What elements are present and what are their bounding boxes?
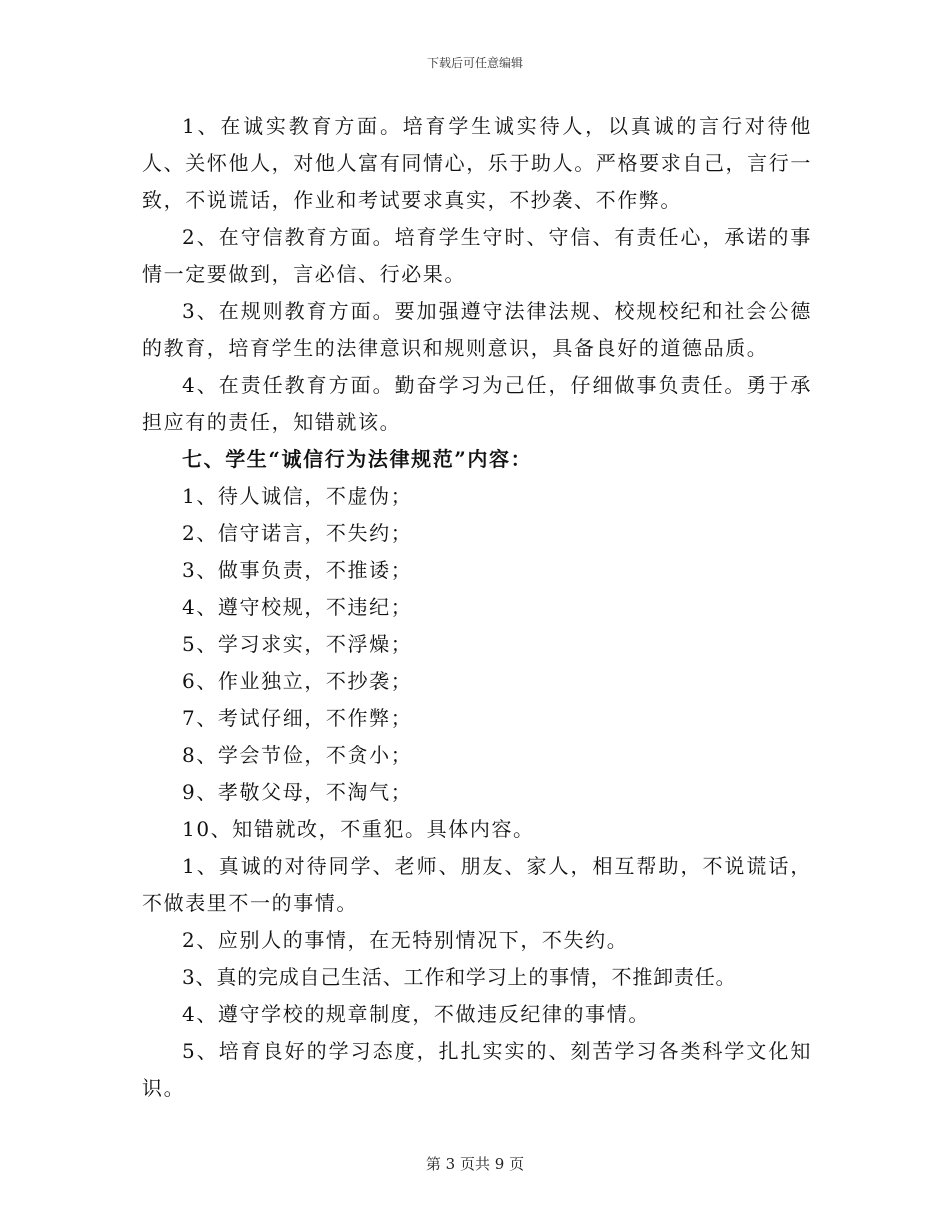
page-footer: 第 3 页共 9 页 (425, 1155, 525, 1173)
list-item: 9、孝敬父母，不淘气； (182, 780, 413, 804)
document-body (142, 108, 812, 1107)
list-item: 7、考试仔细，不作弊； (182, 706, 413, 730)
paragraph-honesty-education: 1、在诚实教育方面。培育学生诚实待人，以真诚的言行对待他人、关怀他人，对他人富有同情心，乐于助人。严格要求自己，言行一致，不说谎话，作业和考试要求真实，不抄袭、不作弊。 (142, 114, 812, 212)
list-item: 2、信守诺言，不失约； (182, 521, 413, 545)
page-header: 下载后可任意编辑 (426, 56, 523, 70)
paragraph-rules-education: 3、在规则教育方面。要加强遵守法律法规、校规校纪和社会公德的教育，培育学生的法律意识和规则意识，具备良好的道德品质。 (142, 299, 812, 360)
list-item: 1、待人诚信，不虚伪； (182, 484, 413, 508)
detail-paragraph: 1、真诚的对待同学、老师、朋友、家人，相互帮助，不说谎话，不做表里不一的事情。 (142, 854, 812, 915)
section-heading: 七、学生“诚信行为法律规范”内容： (182, 447, 533, 471)
paragraph-responsibility-education: 4、在责任教育方面。勤奋学习为己任，仔细做事负责任。勇于承担应有的责任，知错就该。 (142, 373, 812, 434)
detail-paragraph: 5、培育良好的学习态度，扎扎实实的、刻苦学习各类科学文化知识。 (142, 1039, 812, 1100)
list-item: 4、遵守校规，不违纪； (182, 595, 413, 619)
list-item: 3、做事负责，不推诿； (182, 558, 413, 582)
list-item: 5、学习求实，不浮燥； (182, 632, 413, 656)
list-item: 8、学会节俭，不贪小； (182, 743, 413, 767)
paragraph-trust-education: 2、在守信教育方面。培育学生守时、守信、有责任心，承诺的事情一定要做到，言必信、行必果。 (142, 225, 812, 286)
detail-paragraph: 4、遵守学校的规章制度，不做违反纪律的事情。 (182, 1002, 650, 1026)
list-item: 6、作业独立，不抄袭； (182, 669, 413, 693)
detail-paragraph: 3、真的完成自己生活、工作和学习上的事情，不推卸责任。 (182, 965, 737, 989)
detail-paragraph: 2、应别人的事情，在无特别情况下，不失约。 (182, 928, 629, 952)
list-item: 10、知错就改，不重犯。具体内容。 (182, 817, 535, 841)
